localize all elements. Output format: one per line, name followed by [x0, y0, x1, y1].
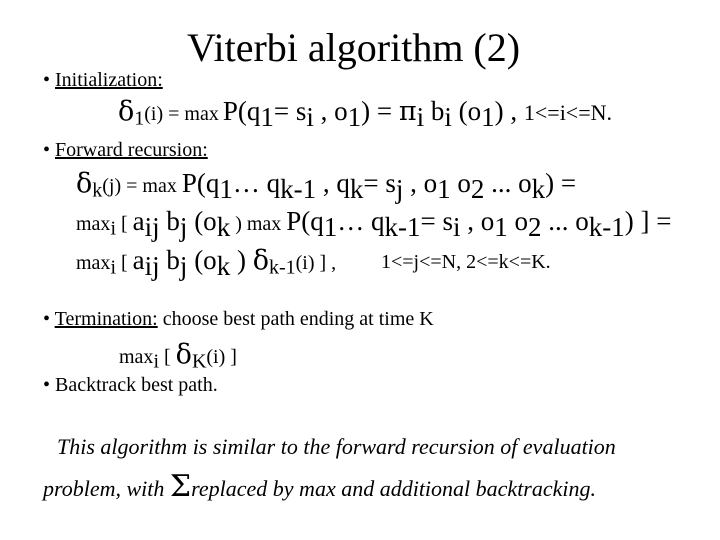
formula-text: b — [159, 206, 180, 236]
formula-text: (i) ] , — [295, 252, 337, 274]
range-condition: 1<=j<=N, 2<=k<=K. — [381, 251, 551, 273]
backtrack-line — [43, 375, 218, 395]
subscript: k — [531, 173, 546, 204]
delta-symbol: δ — [76, 168, 93, 199]
range-condition: 1<=i<=N. — [523, 100, 613, 125]
formula-text: P(q — [222, 96, 261, 126]
initialization-formula — [118, 96, 613, 132]
forward-line-3 — [76, 245, 337, 281]
subscript: i — [453, 211, 461, 242]
formula-text: a — [132, 245, 145, 275]
termination-label: Termination: — [54, 308, 158, 330]
subscript: ij — [144, 250, 160, 281]
delta-symbol: δ — [252, 245, 269, 276]
subscript: 1 — [260, 101, 274, 132]
subscript: 1 — [219, 173, 233, 204]
formula-text: (i) ] — [206, 346, 237, 368]
formula-text: a — [132, 206, 145, 236]
note-line-1: This algorithm is similar to the forward recursion of evaluation — [57, 434, 616, 459]
subscript: 1 — [134, 107, 145, 130]
formula-text: (j) = max — [102, 175, 182, 197]
delta-symbol: δ — [118, 96, 135, 127]
formula-text: = s — [420, 206, 454, 236]
termination-text: choose best path ending at time K — [162, 308, 434, 330]
formula-text: (o — [187, 245, 217, 275]
subscript: i — [416, 101, 425, 132]
note-text: replaced by max and additional backtracking. — [191, 476, 597, 501]
subscript: j — [179, 250, 188, 281]
formula-text: b — [159, 245, 180, 275]
termination-line — [43, 309, 434, 329]
formula-text: [ — [116, 252, 133, 274]
initialization-heading — [43, 70, 163, 90]
subscript: 1 — [494, 211, 508, 242]
formula-text: ) max — [230, 213, 287, 235]
formula-text: , o — [313, 96, 348, 126]
formula-text: ) ] = — [624, 206, 672, 236]
bullet: • — [43, 374, 51, 396]
formula-text: , o — [460, 206, 495, 236]
formula-text: = s — [273, 96, 307, 126]
formula-text: (o — [451, 96, 482, 126]
formula-text: , q — [316, 168, 350, 198]
formula-text: ) = — [545, 168, 577, 198]
formula-text: ) — [230, 245, 253, 275]
subscript: 1 — [481, 101, 495, 132]
bullet: • — [43, 308, 51, 330]
formula-text: [ — [159, 346, 176, 368]
subscript: 1 — [437, 173, 451, 204]
formula-text: ... o — [484, 168, 532, 198]
formula-text: max — [119, 346, 154, 368]
subscript: i — [110, 256, 116, 279]
formula-text: P(q — [181, 168, 220, 198]
formula-text: max — [76, 252, 111, 274]
subscript: k-1 — [280, 173, 317, 204]
subscript: k-1 — [384, 211, 421, 242]
subscript: i — [110, 217, 116, 240]
formula-text: , o — [403, 168, 438, 198]
subscript: 2 — [470, 173, 485, 204]
subscript: j — [395, 173, 404, 204]
delta-symbol: δ — [175, 339, 192, 370]
formula-text: o — [507, 206, 529, 236]
formula-text: = s — [363, 168, 396, 198]
subscript: i — [153, 350, 159, 373]
subscript: 2 — [528, 211, 542, 242]
formula-text: ... o — [541, 206, 589, 236]
subscript: j — [179, 211, 188, 242]
formula-text: b — [424, 96, 445, 126]
subscript: k — [216, 211, 231, 242]
note-text: problem, with — [43, 476, 170, 501]
backtrack-text: Backtrack best path. — [55, 374, 218, 396]
formula-text: … q — [232, 168, 281, 198]
subscript: k — [349, 173, 364, 204]
pi-symbol: π — [398, 96, 417, 127]
subscript: 1 — [347, 101, 362, 132]
formula-text: (i) = max — [144, 103, 219, 125]
subscript: i — [306, 101, 314, 132]
formula-text: [ — [116, 213, 133, 235]
subscript: ij — [144, 211, 160, 242]
note-line-2 — [43, 469, 597, 504]
subscript: k-1 — [268, 256, 296, 279]
subscript: 1 — [323, 211, 338, 242]
termination-formula — [119, 339, 237, 373]
forward-line-2 — [76, 206, 672, 242]
forward-recursion-heading — [43, 140, 208, 160]
subscript: k — [92, 179, 103, 202]
initialization-label: Initialization: — [55, 69, 163, 91]
sigma-symbol: Σ — [169, 469, 192, 504]
forward-line-1 — [76, 168, 577, 204]
forward-recursion-label: Forward recursion: — [55, 139, 208, 161]
subscript: i — [444, 101, 452, 132]
subscript: k — [216, 250, 231, 281]
slide-title: Viterbi algorithm (2) — [187, 25, 521, 70]
subscript: k-1 — [588, 211, 625, 242]
bullet: • — [43, 69, 51, 91]
formula-text: max — [76, 213, 111, 235]
subscript: K — [191, 350, 207, 373]
formula-text: P(q — [286, 206, 324, 236]
formula-text: ) = — [361, 96, 399, 126]
formula-text: … q — [337, 206, 385, 236]
bullet: • — [43, 139, 51, 161]
formula-text: (o — [187, 206, 217, 236]
formula-text: ) , — [494, 96, 524, 126]
formula-text: o — [450, 168, 471, 198]
